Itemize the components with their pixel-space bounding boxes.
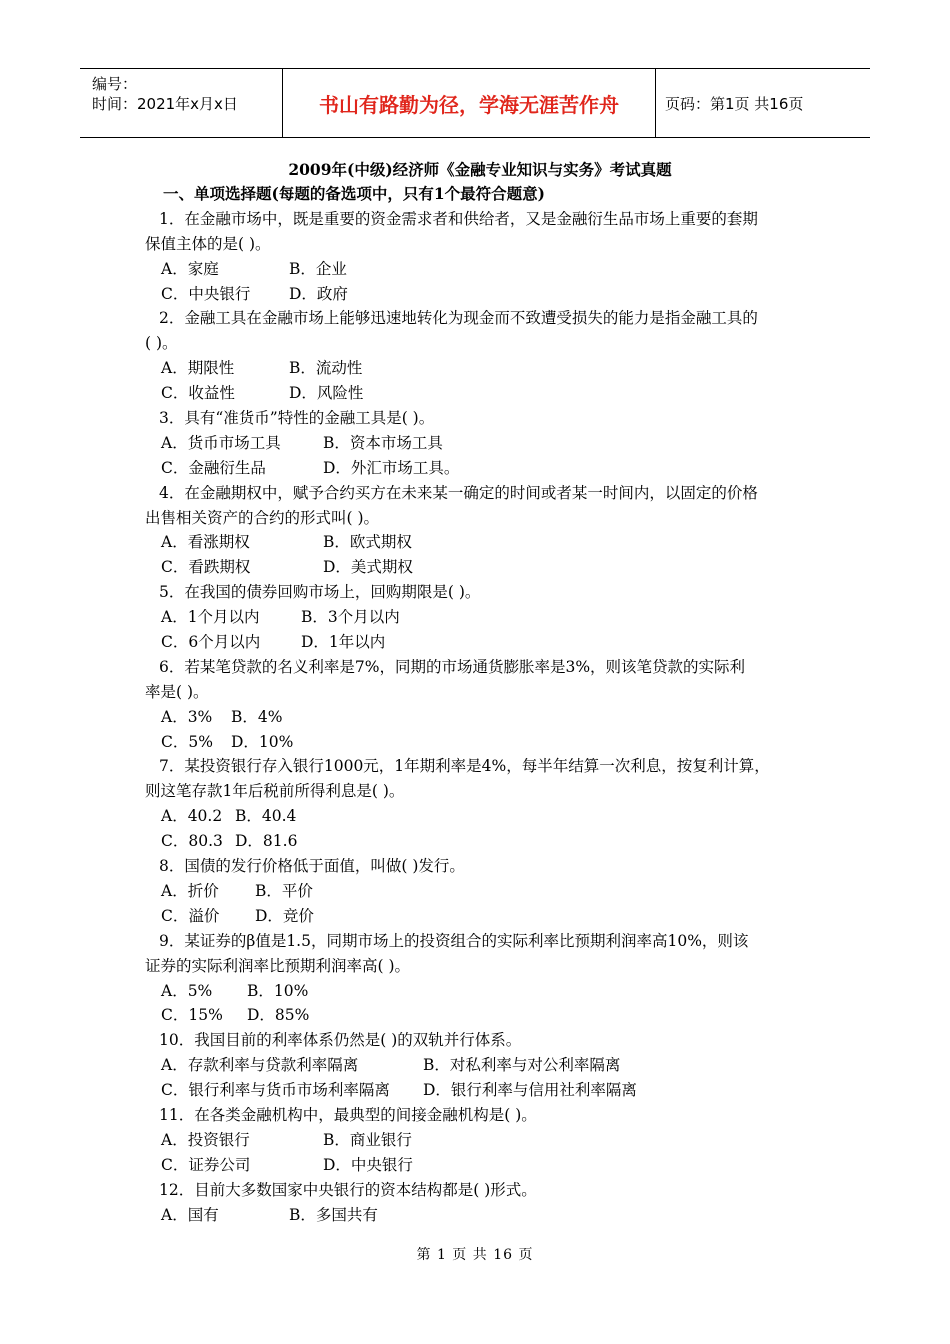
option-b: D．银行利率与信用社利率隔离 — [423, 1081, 637, 1100]
option-row — [145, 257, 815, 282]
option-a: C．证券公司 — [161, 1155, 251, 1174]
option-row — [145, 1128, 815, 1153]
option-a: C．看跌期权 — [161, 558, 251, 577]
option-a: A．40.2 — [161, 807, 223, 826]
option-a: A．国有 — [161, 1205, 219, 1224]
option-b: B．平价 — [255, 881, 313, 900]
option-a: C．收益性 — [161, 384, 235, 403]
option-a: C．80.3 — [161, 832, 223, 851]
document-header — [80, 68, 870, 138]
option-row — [145, 1153, 815, 1178]
option-row — [145, 879, 815, 904]
question-text: 1．在金融市场中，既是重要的资金需求者和供给者，又是金融衍生品市场上重要的套期 — [159, 209, 758, 228]
option-a: C．金融衍生品 — [161, 458, 266, 477]
option-a: C．15% — [161, 1006, 223, 1025]
question-text: 证券的实际利润率比预期利润率高( )。 — [145, 956, 411, 975]
option-b: D．1年以内 — [301, 633, 386, 652]
option-row — [145, 381, 815, 406]
option-b: D．竞价 — [255, 906, 314, 925]
option-a: C．5% — [161, 732, 213, 751]
option-row — [145, 1053, 815, 1078]
option-a: A．投资银行 — [161, 1130, 250, 1149]
option-a: C．6个月以内 — [161, 633, 261, 652]
question-text: 11．在各类金融机构中，最典型的间接金融机构是( )。 — [159, 1105, 537, 1124]
option-row — [145, 282, 815, 307]
option-a: A．折价 — [161, 881, 219, 900]
question-text: 6．若某笔贷款的名义利率是7%，同期的市场通货膨胀率是3%，则该笔贷款的实际利 — [159, 657, 746, 676]
option-row — [145, 1003, 815, 1028]
question-text: 10．我国目前的利率体系仍然是( )的双轨并行体系。 — [159, 1031, 522, 1050]
option-b: B．流动性 — [289, 359, 363, 378]
option-row — [145, 1078, 815, 1103]
option-b: B．企业 — [289, 259, 347, 278]
option-a: A．1个月以内 — [161, 608, 260, 627]
option-b: D．风险性 — [289, 384, 364, 403]
question-text: 率是( )。 — [145, 682, 209, 701]
option-row — [145, 979, 815, 1004]
question-text: 5．在我国的债券回购市场上，回购期限是( )。 — [159, 583, 481, 602]
option-b: B．3个月以内 — [301, 608, 400, 627]
option-b: D．外汇市场工具。 — [323, 458, 460, 477]
document-body — [145, 158, 815, 1227]
option-b: D．81.6 — [235, 832, 298, 851]
option-row — [145, 456, 815, 481]
id-label: 编号： — [92, 75, 138, 93]
option-row — [145, 705, 815, 730]
option-b: B．欧式期权 — [323, 533, 412, 552]
document-title: 2009年(中级)经济师《金融专业知识与实务》考试真题 — [288, 160, 672, 179]
option-a: C．溢价 — [161, 906, 220, 925]
option-b: B．40.4 — [235, 807, 297, 826]
question-text: 3．具有“准货币”特性的金融工具是( )。 — [159, 409, 435, 428]
option-row — [145, 530, 815, 555]
question-text: 4．在金融期权中，赋予合约买方在未来某一确定的时间或者某一时间内，以固定的价格 — [159, 483, 758, 502]
option-row — [145, 904, 815, 929]
option-b: B．多国共有 — [289, 1205, 378, 1224]
question-text: 12．目前大多数国家中央银行的资本结构都是( )形式。 — [159, 1180, 537, 1199]
option-a: A．存款利率与贷款利率隔离 — [161, 1056, 359, 1075]
option-row — [145, 730, 815, 755]
question-text: 则这笔存款1年后税前所得利息是( )。 — [145, 782, 405, 801]
option-b: B．10% — [247, 981, 309, 1000]
option-a: A．家庭 — [161, 259, 219, 278]
question-text: 2．金融工具在金融市场上能够迅速地转化为现金而不致遭受损失的能力是指金融工具的 — [159, 309, 758, 328]
question-text: 8．国债的发行价格低于面值，叫做( )发行。 — [159, 857, 465, 876]
option-b: B．资本市场工具 — [323, 433, 443, 452]
section-heading: 一、单项选择题(每题的备选项中，只有1个最符合题意) — [163, 184, 545, 203]
option-a: A．看涨期权 — [161, 533, 250, 552]
page-info: 页码：第1页 共16页 — [665, 94, 804, 113]
option-row — [145, 630, 815, 655]
option-a: A．期限性 — [161, 359, 235, 378]
option-row — [145, 555, 815, 580]
question-text: ( )。 — [145, 334, 178, 353]
page-footer: 第 1 页 共 16 页 — [416, 1247, 534, 1263]
option-a: A．5% — [161, 981, 213, 1000]
option-b: D．中央银行 — [323, 1155, 413, 1174]
option-a: C．中央银行 — [161, 284, 251, 303]
option-row — [145, 1203, 815, 1228]
option-row — [145, 605, 815, 630]
option-a: A．货币市场工具 — [161, 433, 281, 452]
option-b: D．美式期权 — [323, 558, 413, 577]
question-text: 保值主体的是( )。 — [145, 234, 271, 253]
option-b: B．对私利率与对公利率隔离 — [423, 1056, 621, 1075]
option-row — [145, 804, 815, 829]
question-text: 出售相关资产的合约的形式叫( )。 — [145, 508, 380, 527]
option-a: A．3% — [161, 707, 213, 726]
option-row — [145, 431, 815, 456]
question-list — [145, 207, 815, 1228]
time-label: 时间：2021年x月x日 — [92, 95, 238, 113]
question-text: 9．某证券的β值是1.5，同期市场上的投资组合的实际利率比预期利润率高10%，则该 — [159, 931, 749, 950]
option-b: B．商业银行 — [323, 1130, 412, 1149]
option-b: B．4% — [231, 707, 283, 726]
option-b: D．85% — [247, 1006, 310, 1025]
motto-text: 书山有路勤为径，学海无涯苦作舟 — [282, 69, 656, 137]
header-meta-cell — [80, 69, 282, 137]
option-b: D．10% — [231, 732, 294, 751]
option-b: D．政府 — [289, 284, 348, 303]
option-row — [145, 356, 815, 381]
question-text: 7．某投资银行存入银行1000元，1年期利率是4%，每半年结算一次利息，按复利计算， — [159, 757, 770, 776]
option-a: C．银行利率与货币市场利率隔离 — [161, 1081, 390, 1100]
option-row — [145, 829, 815, 854]
